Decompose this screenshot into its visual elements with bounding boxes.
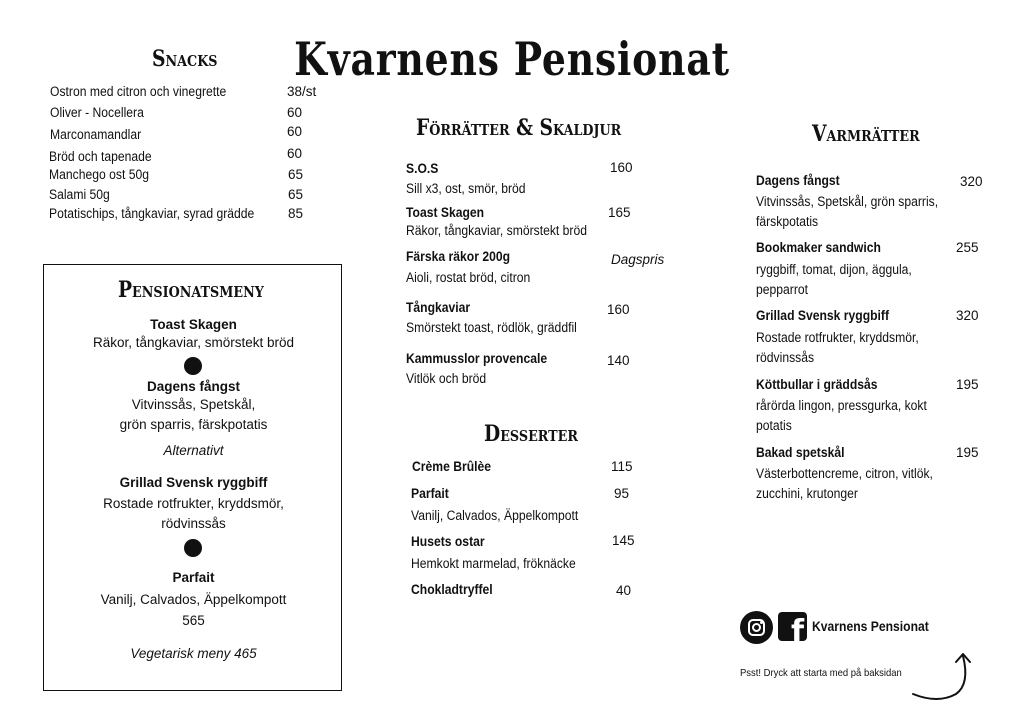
set-course-3-desc: Vanilj, Calvados, Äppelkompott [100,592,287,607]
dessert-desc: Hemkokt marmelad, fröknäcke [411,556,576,571]
main-desc-2: pepparrot [756,282,809,297]
dessert-name: Chokladtryffel [411,582,493,597]
snack-price: 65 [288,167,304,182]
starter-name: Färska räkor 200g [406,249,511,264]
course-separator-dot [184,357,202,375]
snack-price: 38/st [287,84,317,99]
set-alt-desc-1: Rostade rotfrukter, kryddsmör, [103,496,284,511]
instagram-icon[interactable] [740,611,773,644]
starter-desc: Smörstekt toast, rödlök, gräddfil [406,320,577,335]
snack-name: Manchego ost 50g [49,167,149,182]
main-desc-1: ryggbiff, tomat, dijon, äggula, [756,262,912,277]
set-menu-price: 565 [182,613,205,628]
main-desc-2: zucchini, krutonger [756,486,858,501]
main-name: Grillad Svensk ryggbiff [756,308,890,323]
main-desc-1: Västerbottencreme, citron, vitlök, [756,466,933,481]
starter-name: Kammusslor provencale [406,351,548,366]
starter-price: Dagspris [611,252,665,267]
set-course-2-desc-2: grön sparris, färskpotatis [119,417,268,432]
curved-arrow-icon [908,650,978,706]
snack-name: Marconamandlar [50,127,142,142]
main-price: 195 [956,377,979,392]
main-name: Bookmaker sandwich [756,240,881,255]
starter-price: 140 [607,353,630,368]
facebook-icon[interactable]: f [778,612,807,641]
set-course-2-desc-1: Vitvinssås, Spetskål, [131,397,256,412]
starter-price: 160 [610,160,633,175]
main-name: Bakad spetskål [756,445,845,460]
dessert-price: 145 [612,533,635,548]
starter-desc: Räkor, tångkaviar, smörstekt bröd [406,223,587,238]
starter-desc: Vitlök och bröd [406,371,487,386]
snack-name: Salami 50g [49,187,110,202]
alternative-label: Alternativt [163,443,224,458]
brand-name: Kvarnens Pensionat [812,619,929,634]
main-desc-1: Vitvinssås, Spetskål, grön sparris, [756,194,939,209]
dessert-name: Husets ostar [411,534,485,549]
set-course-3-name: Parfait [172,570,215,585]
set-alt-name: Grillad Svensk ryggbiff [119,475,268,490]
main-desc-2: rödvinssås [756,350,815,365]
snack-name: Ostron med citron och vinegrette [50,84,227,99]
snack-price: 65 [288,187,304,202]
starter-name: Toast Skagen [406,205,485,220]
main-price: 320 [956,308,979,323]
snack-name: Potatischips, tångkaviar, syrad grädde [49,206,255,221]
starter-price: 160 [607,302,630,317]
varmratter-heading: Varmrätter [812,121,920,147]
vegetarian-menu: Vegetarisk meny 465 [130,646,257,661]
set-alt-desc-2: rödvinssås [161,516,226,531]
dessert-price: 40 [616,583,632,598]
page-title: Kvarnens Pensionat [294,32,730,86]
main-name: Dagens fångst [756,173,840,188]
main-name: Köttbullar i gräddsås [756,377,878,392]
snack-name: Bröd och tapenade [49,149,152,164]
dessert-price: 95 [614,486,630,501]
dessert-desc: Vanilj, Calvados, Äppelkompott [411,508,579,523]
snack-price: 60 [287,124,303,139]
set-course-2-name: Dagens fångst [146,379,241,394]
desserter-heading: Desserter [484,421,578,447]
main-price: 320 [960,174,983,189]
main-price: 195 [956,445,979,460]
forratter-heading: Förrätter & Skaldjur [416,115,622,141]
pensionatsmeny-box [43,264,342,691]
snack-price: 85 [288,206,304,221]
starter-name: Tångkaviar [406,300,471,315]
set-course-1-desc: Räkor, tångkaviar, smörstekt bröd [92,335,295,350]
dessert-name: Parfait [411,486,449,501]
dessert-price: 115 [611,459,633,474]
starter-name: S.O.S [406,161,439,176]
set-course-1-name: Toast Skagen [150,317,237,332]
drinks-note: Psst! Dryck att starta med på baksidan [740,667,902,679]
pensionatsmeny-heading: Pensionatsmeny [118,277,264,303]
main-desc-1: rårörda lingon, pressgurka, kokt [756,398,927,413]
main-desc-2: färskpotatis [756,214,819,229]
starter-price: 165 [608,205,631,220]
snack-price: 60 [287,146,303,161]
snacks-heading: Snacks [152,46,218,72]
main-desc-1: Rostade rotfrukter, kryddsmör, [756,330,919,345]
main-desc-2: potatis [756,418,792,433]
starter-desc: Aioli, rostat bröd, citron [406,270,531,285]
snack-price: 60 [287,105,303,120]
starter-desc: Sill x3, ost, smör, bröd [406,181,526,196]
dessert-name: Crème Brûlèe [412,459,492,474]
snack-name: Oliver - Nocellera [50,105,144,120]
course-separator-dot [184,539,202,557]
main-price: 255 [956,240,979,255]
